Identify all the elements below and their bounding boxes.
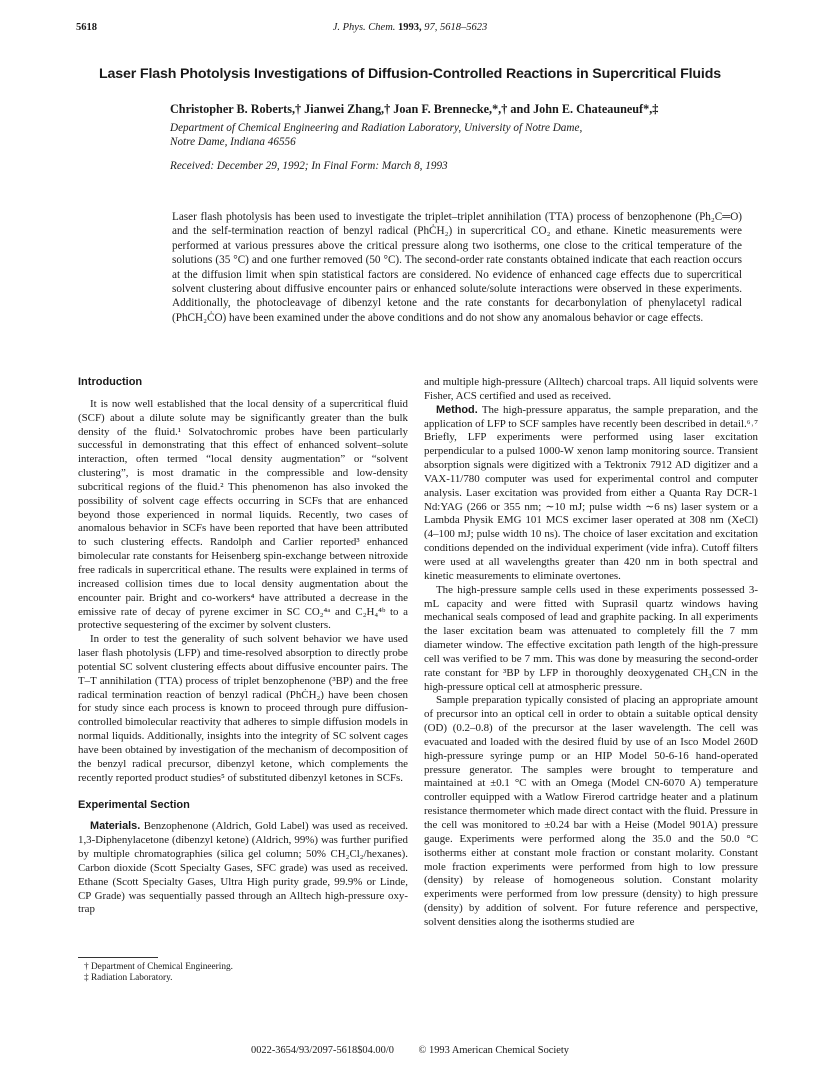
journal-year: 1993, bbox=[398, 22, 422, 33]
footnote: † Department of Chemical Engineering. bbox=[84, 962, 233, 972]
page-number: 5618 bbox=[76, 22, 97, 33]
affiliation-line: Department of Chemical Engineering and Radiation Laboratory, University of Notre Dame, bbox=[170, 122, 583, 134]
paragraph: The high-pressure sample cells used in these experiments possessed 3-mL capacity and were fitted with Suprasil quartz windows having mechanical seals composed of lead and graphite packing. In all experiments the laser excitation beam was attenuated to completely fill the 7 mm diameter window. The effective excitation path length of the high-pressure cell was verified to be 7 mm. This was done by measuring the second-order rate constant for ³BP by LFP in thoroughly deoxygenated CH₃CN in the high-pressure optical cell at atmospheric pressure. bbox=[424, 583, 758, 693]
author-list: Christopher B. Roberts,† Jianwei Zhang,† Joan F. Brennecke,*,† and John E. Chateauneuf*,‡ bbox=[170, 102, 659, 116]
page-footer bbox=[0, 1045, 820, 1056]
runin-heading-method: Method. bbox=[436, 403, 478, 416]
affiliation bbox=[170, 122, 730, 149]
right-column bbox=[424, 376, 758, 930]
section-heading-introduction: Introduction bbox=[78, 376, 143, 388]
paragraph: It is now well established that the local density of a supercritical fluid (SCF) about a dilute solute may be significantly greater than the bulk density of the fluid.¹ Solvatochromic probes have been particularly successful in demonstrating that this effect of enhanced solvent–solute interaction, often termed “local density augmentation” or “solvent clustering”, is most dramatic in the compressible and low-density subcritical regions of the fluid.² This phenomenon has also invoked the possibility of solvent cage effects occurring in SCFs that are enhanced beyond those experienced in normal liquids. Recently, two cases of anomalous behavior in SCFs have been reported that have been attributed to such clustering effects. Randolph and Carlier reported³ enhanced bimolecular rate constants for Heisenberg spin-exchange between nitroxide free radicals in supercritical ethane. The results were explained in terms of increased collision times due to local density augmentation about the encounter pair. Bright and co-workers⁴ have attributed a decrease in the emissive rate of decay of pyrene excimer in SC CO₂⁴ᵃ and C₂H₄⁴ᵇ to a protective sequestering of the excimer by solvent clusters. bbox=[78, 397, 408, 632]
running-head bbox=[76, 22, 744, 38]
document-code: 0022-3654/93/2097-5618$04.00/0 bbox=[251, 1045, 394, 1056]
copyright-notice: © 1993 American Chemical Society bbox=[418, 1045, 569, 1056]
paragraph: Sample preparation typically consisted of placing an appropriate amount of precursor into an optical cell in order to obtain a suitable optical density (OD) (0.2–0.8) of the precursor at the laser wavelength. The cell was evacuated and loaded with the desired fluid by use of an Isco Model 260D high-pressure syringe pump or an HIP Model 50-6-16 hand-operated pressure generator. The samples were brought to temperature and maintained at ±0.1 °C with an Omega (Model CN-6070 A) temperature controller equipped with a Watlow Firerod cartridge heater and a platinum resistance thermometer which made direct contact with the fluid. Pressure in the cell was monitored to ±0.24 bar with a Heise (Model 901A) pressure gauge. Experiments were performed along the 35.0 and the 50.0 °C isotherms either at constant mole fraction or constant molarity. Constant mole fraction experiments were performed from high to low pressure (density) by release of homogeneous solution. Constant molarity experiments were performed from low pressure (density) to high pressure (density) by addition of solvent. For future reference and perspective, solvent densities along the isotherms studied are bbox=[424, 694, 758, 928]
left-column bbox=[78, 376, 408, 917]
footnote: ‡ Radiation Laboratory. bbox=[84, 973, 173, 983]
journal-volume-pages: 97, 5618–5623 bbox=[421, 22, 488, 33]
paragraph-text: Benzophenone (Aldrich, Gold Label) was used as received. 1,3-Diphenylacetone (dibenzyl ketone) (Aldrich, 99%) was further purified by multiple chromatographies (silica gel column; 50% CH₂Cl₂/hexanes). Carbon dioxide (Scott Specialty Gases, SFC grade) was used as received. Ethane (Scott Specialty Gases, Ultra High purity grade, 99.9% or Linde, CP Grade) was sequentially passed through an Alltech high-pressure oxy-trap bbox=[78, 820, 408, 916]
section-heading-experimental: Experimental Section bbox=[78, 799, 190, 812]
abstract: Laser flash photolysis has been used to investigate the triplet–triplet annihilation (TTA) process of benzophenone (Ph₂C═O) and the self-termination reaction of benzyl radical (PhĊH₂) in supercritical CO₂ and ethane. Kinetic measurements were performed at various pressures above the critical pressure along two isotherms, one close to the critical temperature of the solutions (35 °C) and one further removed (50 °C). The second-order rate constants obtained indicate that each reaction occurs at the diffusion limit when spin statistical factors are considered. No evidence of enhanced cage effects due to supercritical solvent clustering about diffusive encounter pairs or enhanced solute/solute interactions were observed in these experiments. Additionally, the photocleavage of dibenzyl ketone and the rate constants for decarbonylation of phenylacetyl radical (PhCH₂ĊO) have been examined under the above conditions and do not show any anomalous behavior or cage effects. bbox=[172, 211, 742, 324]
journal-name: J. Phys. Chem. bbox=[332, 22, 396, 33]
journal-citation bbox=[76, 22, 744, 33]
footnotes bbox=[84, 962, 233, 984]
paragraph-method bbox=[424, 404, 758, 584]
affiliation-line: Notre Dame, Indiana 46556 bbox=[170, 135, 296, 148]
paragraph: In order to test the generality of such solvent behavior we have used laser flash photolysis (LFP) and time-resolved absorption to directly probe potential SC solvent clustering effects about diffusive encounter pairs. The T–T annihilation (TTA) process of triplet benzophenone (³BP) and the free radical termination reaction of benzyl radical (PhĊH₂) have been chosen for study since each process is known to proceed through pure diffusion-controlled bimolecular reactivity that adheres to simple diffusion models in normal liquids. Additionally, insights into the integrity of SC solvent cages have been obtained by investigation of the mechanism of decomposition of the benzyl radical precursor, dibenzyl ketone, which complements the recently reported product studies⁵ of substituted dibenzyl ketones in SCFs. bbox=[78, 633, 408, 784]
paragraph: and multiple high-pressure (Alltech) charcoal traps. All liquid solvents were Fisher, ACS certified and used as received. bbox=[424, 376, 758, 402]
footnote-rule bbox=[78, 957, 158, 958]
paragraph-materials bbox=[78, 820, 408, 917]
received-dates: Received: December 29, 1992; In Final Form: March 8, 1993 bbox=[170, 160, 448, 172]
article-title: Laser Flash Photolysis Investigations of Diffusion-Controlled Reactions in Supercritical Fluids bbox=[99, 66, 721, 82]
runin-heading-materials: Materials. bbox=[90, 820, 141, 833]
paragraph-text: The high-pressure apparatus, the sample preparation, and the application of LFP to SCF samples have recently been described in detail.⁶˒⁷ Briefly, LFP experiments were performed using laser excitation perpendicular to a pulsed 1000-W xenon lamp monitoring source. Transient absorption signals were digitized with a Tektronix 7912 AD digitizer and a VAX-11/780 computer was used for experimental control and computer analysis. Laser excitation was provided from either a Quanta Ray DCR-1 Nd:YAG (266 or 355 nm; ∼10 mJ; pulse width ∼6 ns) laser system or a Lambda Physik EMG 101 MCS excimer laser operated at 308 nm (XeCl) (4–100 mJ; pulse width 10 ns). The choice of laser excitation and excitation conditions depended on the individual experiment (vide infra). Cutoff filters were used at all wavelengths greater than 420 nm in both spectral and kinetic measurements to eliminate overtones. bbox=[424, 403, 758, 582]
